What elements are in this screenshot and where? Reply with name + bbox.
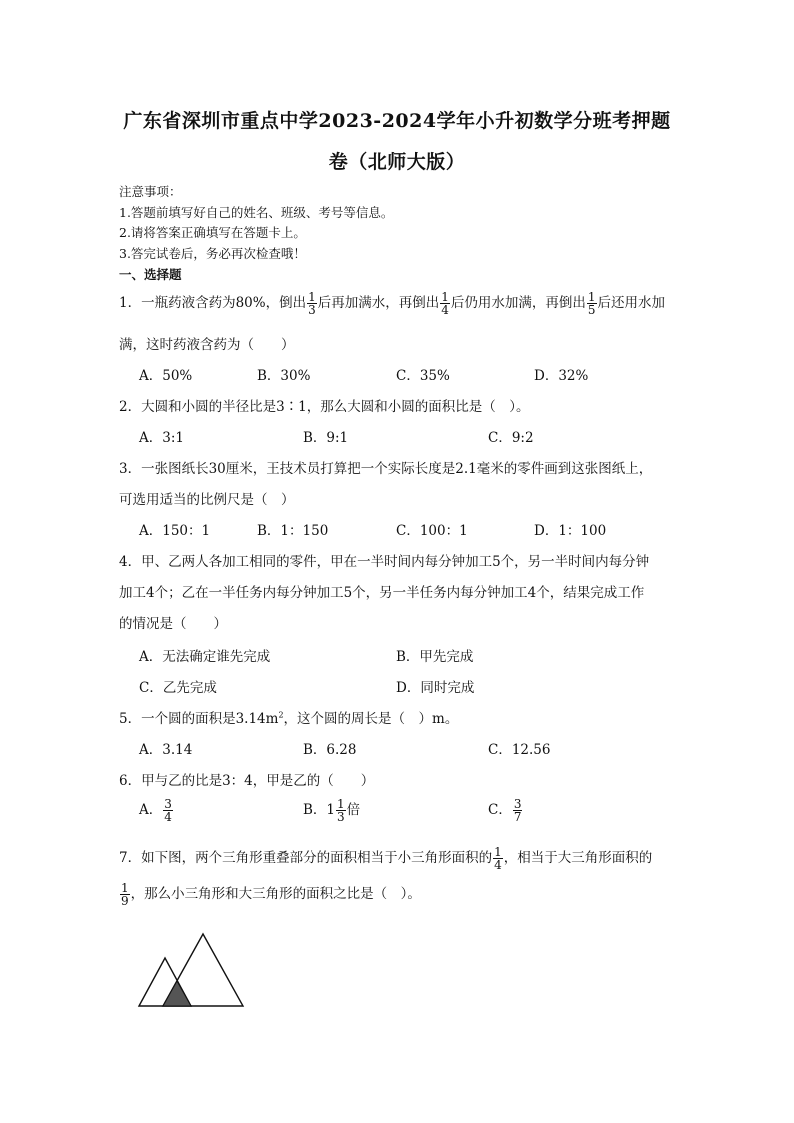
q6-option-c-label: C．	[488, 802, 512, 818]
overlap-shaded-region	[163, 981, 191, 1006]
q3-option-d: D．1：100	[534, 523, 607, 539]
q3-line2: 可选用适当的比例尺是（ ）	[119, 492, 295, 508]
q4-line2: 加工4个；乙在一半任务内每分钟加工5个，另一半任务内每分钟加工4个，结果完成工作	[119, 585, 645, 601]
q1-fraction-1	[307, 291, 317, 316]
q1-option-c: C．35%	[396, 368, 450, 384]
q1-line2: 满，这时药液含药为（ ）	[119, 337, 295, 353]
q1-fraction-2	[440, 291, 450, 316]
q1-text-4: 后还用水加	[597, 295, 666, 311]
q6-option-a-den: 4	[164, 810, 172, 824]
q3-line1: 3．一张图纸长30厘米，王技术员打算把一个实际长度是2.1毫米的零件画到这张图纸上，	[119, 461, 653, 477]
doc-title-line1: 广东省深圳市重点中学2023-2024学年小升初数学分班考押题	[123, 110, 671, 132]
q1-text-1: 1．一瓶药液含药为80%，倒出	[119, 295, 307, 311]
q6-option-b-fraction	[336, 798, 346, 823]
q7-text-3: ，那么小三角形和大三角形的面积之比是（ ）。	[130, 886, 421, 902]
q6-option-c-num: 3	[513, 797, 522, 811]
q7-line2	[119, 882, 421, 907]
q6-option-c	[488, 798, 523, 823]
q2-text: 2．大圆和小圆的半径比是3∶1，那么大圆和小圆的面积比是（ ）。	[119, 399, 530, 415]
q1-option-d: D．32%	[534, 368, 589, 384]
q6-option-b-int: 1	[326, 802, 336, 818]
q5-option-c: C．12.56	[488, 742, 551, 758]
q6-option-a-num: 3	[164, 797, 172, 811]
q6-option-a-fraction	[163, 798, 173, 823]
doc-title-line2: 卷（北师大版）	[328, 151, 466, 173]
q1-fraction-2-den: 4	[441, 303, 449, 317]
q1-option-a: A．50%	[139, 368, 193, 384]
q2-option-b: B．9:1	[303, 430, 349, 446]
q6-option-a	[139, 798, 174, 823]
q1-fraction-1-den: 3	[308, 303, 316, 317]
q1-fraction-3	[587, 291, 597, 316]
q1-fraction-3-den: 5	[587, 303, 596, 317]
q5-text	[119, 707, 458, 727]
q4-option-a: A．无法确定谁先完成	[139, 649, 271, 665]
q1-fraction-2-num: 1	[441, 290, 449, 304]
q5-option-a: A．3.14	[139, 742, 193, 758]
q1-fraction-1-num: 1	[308, 290, 316, 304]
q7-fraction-1	[493, 846, 503, 871]
q1-text-2: 后再加满水，再倒出	[317, 295, 440, 311]
q4-option-b: B．甲先完成	[396, 649, 474, 665]
q6-option-a-label: A．	[139, 802, 163, 818]
q2-option-c: C．9:2	[488, 430, 534, 446]
notes-heading: 注意事项：	[119, 184, 182, 199]
q3-option-b: B．1：150	[257, 523, 329, 539]
q6-option-c-fraction	[513, 798, 523, 823]
q6-option-b-num: 1	[337, 797, 345, 811]
notes-item-3: 3.答完试卷后，务必再次检查哦！	[119, 246, 306, 261]
q3-option-c: C．100：1	[396, 523, 468, 539]
q4-option-d: D．同时完成	[396, 680, 475, 696]
q1-fraction-3-num: 1	[587, 290, 596, 304]
q4-option-c: C．乙先完成	[139, 680, 217, 696]
q4-line1: 4．甲、乙两人各加工相同的零件，甲在一半时间内每分钟加工5个，另一半时间内每分钟	[119, 554, 650, 570]
notes-item-2: 2.请将答案正确填写在答题卡上。	[119, 225, 306, 240]
q7-fraction-2-num: 1	[121, 881, 129, 895]
q7-line1	[119, 846, 652, 871]
q7-fraction-1-den: 4	[494, 858, 502, 872]
q6-option-b	[303, 798, 360, 823]
notes-item-1: 1.答题前填写好自己的姓名、班级、考号等信息。	[119, 205, 394, 220]
q7-fraction-2-den: 9	[121, 894, 129, 908]
q7-fraction-1-num: 1	[494, 845, 502, 859]
q5-option-b: B．6.28	[303, 742, 357, 758]
q7-text-1: 7．如下图，两个三角形重叠部分的面积相当于小三角形面积的	[119, 850, 493, 866]
q5-text-1: 5．一个圆的面积是3.14m	[119, 711, 279, 727]
q2-option-a: A．3:1	[139, 430, 184, 446]
q7-triangles-figure	[135, 930, 255, 1010]
q5-text-2: ，这个圆的周长是（ ）m。	[283, 711, 459, 727]
q1-option-b: B．30%	[257, 368, 311, 384]
q6-option-b-label: B．	[303, 802, 327, 818]
q3-option-a: A．150：1	[139, 523, 211, 539]
q5-superscript: 2	[278, 710, 284, 720]
q6-option-b-suffix: 倍	[346, 802, 361, 818]
q7-text-2: ，相当于大三角形面积的	[503, 850, 653, 866]
q1-text-3: 后仍用水加满，再倒出	[450, 295, 586, 311]
q6-option-b-den: 3	[337, 810, 345, 824]
q6-text: 6．甲与乙的比是3：4，甲是乙的（ ）	[119, 773, 375, 789]
q6-option-c-den: 7	[513, 810, 522, 824]
section-title: 一、选择题	[119, 267, 182, 282]
q4-line3: 的情况是（ ）	[119, 616, 227, 632]
q1-line1	[119, 291, 665, 316]
q7-fraction-2	[120, 882, 130, 907]
